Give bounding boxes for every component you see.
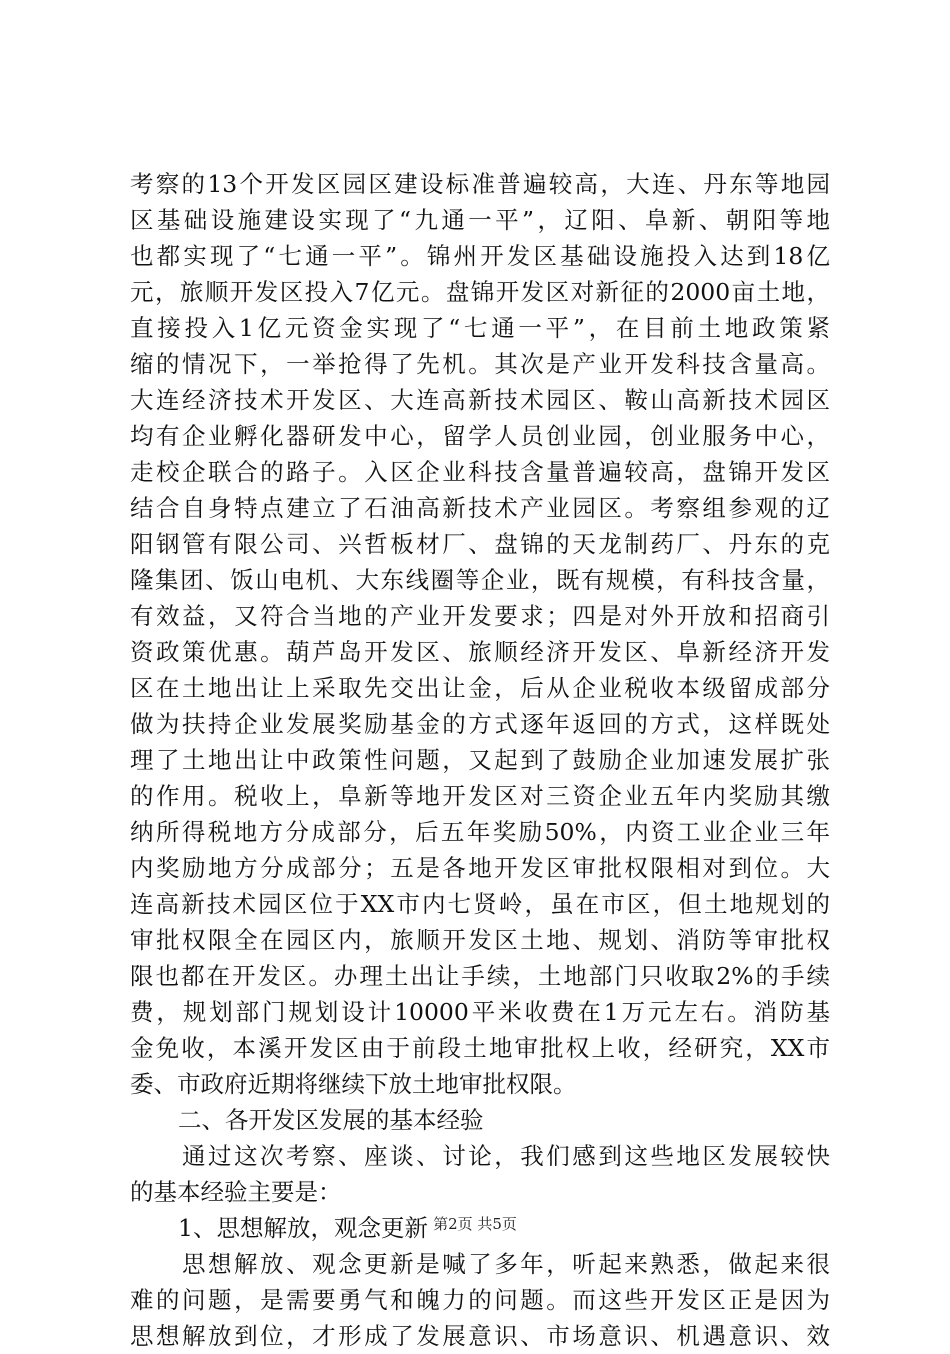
text-line: 思想解放、观念更新是喊了多年，听起来熟悉，做起来很 [182, 1250, 830, 1278]
text-line: 限也都在开发区。办理土出让手续，土地部门只收取2%的手续 [130, 962, 830, 990]
text-line: 思想解放到位，才形成了发展意识、市场意识、机遇意识、效 [130, 1322, 830, 1350]
text-line: 也都实现了“七通一平”。锦州开发区基础设施投入达到18亿 [130, 242, 830, 270]
text-line: 隆集团、饭山电机、大东线圈等企业，既有规模，有科技含量， [130, 566, 830, 594]
text-line: 区在土地出让上采取先交出让金，后从企业税收本级留成部分 [130, 674, 830, 702]
text-line: 二、各开发区发展的基本经验 [178, 1106, 484, 1134]
text-line: 的基本经验主要是： [130, 1178, 342, 1206]
text-line: 结合自身特点建立了石油高新技术产业园区。考察组参观的辽 [130, 494, 830, 522]
text-line: 走校企联合的路子。入区企业科技含量普遍较高，盘锦开发区 [130, 458, 830, 486]
text-line: 审批权限全在园区内，旅顺开发区土地、规划、消防等审批权 [130, 926, 830, 954]
text-line: 缩的情况下，一举抢得了先机。其次是产业开发科技含量高。 [130, 350, 830, 378]
text-line: 大连经济技术开发区、大连高新技术园区、鞍山高新技术园区 [130, 386, 830, 414]
text-line: 内奖励地方分成部分；五是各地开发区审批权限相对到位。大 [130, 854, 830, 882]
text-line: 金免收，本溪开发区由于前段土地审批权上收，经研究，XX市 [130, 1034, 830, 1062]
text-line: 元，旅顺开发区投入7亿元。盘锦开发区对新征的2000亩土地， [130, 278, 830, 306]
text-line: 考察的13个开发区园区建设标准普遍较高，大连、丹东等地园 [130, 170, 830, 198]
text-line: 纳所得税地方分成部分，后五年奖励50%，内资工业企业三年 [130, 818, 830, 846]
text-line: 阳钢管有限公司、兴哲板材厂、盘锦的天龙制药厂、丹东的克 [130, 530, 830, 558]
text-line: 1、思想解放，观念更新 [178, 1214, 428, 1242]
text-line: 费，规划部门规划设计10000平米收费在1万元左右。消防基 [130, 998, 830, 1026]
text-line: 通过这次考察、座谈、讨论，我们感到这些地区发展较快 [182, 1142, 830, 1170]
text-line: 资政策优惠。葫芦岛开发区、旅顺经济开发区、阜新经济开发 [130, 638, 830, 666]
text-line: 有效益，又符合当地的产业开发要求；四是对外开放和招商引 [130, 602, 830, 630]
text-line: 连高新技术园区位于XX市内七贤岭，虽在市区，但土地规划的 [130, 890, 830, 918]
text-line: 的作用。税收上，阜新等地开发区对三资企业五年内奖励其缴 [130, 782, 830, 810]
document-body [130, 166, 830, 1354]
text-line: 直接投入1亿元资金实现了“七通一平”，在目前土地政策紧 [130, 314, 830, 342]
text-line: 难的问题，是需要勇气和魄力的问题。而这些开发区正是因为 [130, 1286, 830, 1314]
text-line: 做为扶持企业发展奖励基金的方式逐年返回的方式，这样既处 [130, 710, 830, 738]
text-line: 均有企业孵化器研发中心，留学人员创业园，创业服务中心， [130, 422, 830, 450]
text-line: 理了土地出让中政策性问题，又起到了鼓励企业加速发展扩张 [130, 746, 830, 774]
page-footer: 第2页 共5页 [433, 1215, 517, 1233]
text-line: 委、市政府近期将继续下放土地审批权限。 [130, 1070, 577, 1098]
text-line: 区基础设施建设实现了“九通一平”，辽阳、阜新、朝阳等地 [130, 206, 830, 234]
